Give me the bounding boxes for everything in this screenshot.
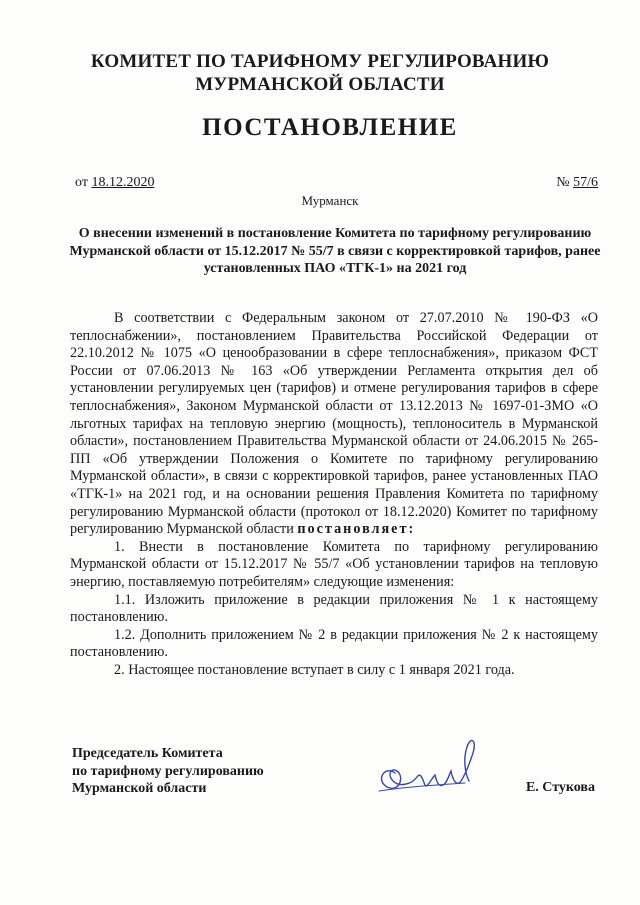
signatory-name: Е. Стукова [525,780,595,795]
document-date [75,175,154,191]
signatory-position-line1: Председатель Комитета [72,746,223,761]
document-subject: О внесении изменений в постановление Комитета по тарифному регулированию Мурманской области от 15.12.2017 № 55/7 в связи с корректировкой тарифов, ранее установленных ПАО «ТГК-1» на 2021 год [69,226,601,276]
document-number [556,175,598,191]
item-1-1: 1.1. Изложить приложение в редакции приложения № 1 к настоящему постановлению. [70,591,598,626]
preamble-text: В соответствии с Федеральным законом от 27.07.2010 № 190-ФЗ «О теплоснабжении», постановлением Правительства Российской Федерации от 22.10.2012 № 1075 «О ценообразовании в сфере теплоснабжения», приказом ФСТ России от 07.06.2013 № 163 «Об утверждении Регламента открытия дел об установлении регулируемых цен (тарифов) и отмене регулирования тарифов в сфере теплоснабжения», Законом Мурманской области от 13.12.2013 № 1697-01-ЗМО «О льготных тарифах на тепловую энергию (мощность), теплоноситель в Мурманской области», постановлением Правительства Мурманской области от 24.06.2015 № 265-ПП «Об утверждении Положения о Комитете по тарифному регулированию Мурманской области», в связи с корректировкой тарифов, ранее установленных ПАО «ТГК-1» на 2021 год, и на основании решения Правления Комитета по тарифному регулированию Мурманской области (протокол от 18.12.2020) Комитет по тарифному регулированию Мурманской области [70,310,598,538]
document-body [70,310,598,679]
document-type-title: ПОСТАНОВЛЕНИЕ [202,114,458,141]
item-1: 1. Внести в постановление Комитета по тарифному регулированию Мурманской области от 15.12.2017 № 55/7 «Об установлении тарифов на тепловую энергию, поставляемую потребителям» следующие изменения: [70,538,598,590]
signatory-position-line3: Мурманской области [72,781,207,796]
number-prefix: № [556,175,574,190]
date-prefix: от [75,175,92,190]
preamble-paragraph [70,310,598,539]
signatory-position [72,745,264,798]
number-value: 57/6 [573,175,598,190]
date-value: 18.12.2020 [91,175,155,190]
decree-word: постановляет: [297,521,416,538]
item-2: 2. Настоящее постановление вступает в силу с 1 января 2021 года. [114,661,515,678]
organization-name-line1: КОМИТЕТ ПО ТАРИФНОМУ РЕГУЛИРОВАНИЮ [90,51,550,72]
document-city: Мурманск [301,193,359,208]
item-1-2: 1.2. Дополнить приложением № 2 в редакции приложения № 2 к настоящему постановлению. [70,626,598,661]
signatory-position-line2: по тарифному регулированию [72,763,264,779]
organization-name-line2: МУРМАНСКОЙ ОБЛАСТИ [195,74,445,95]
handwritten-signature [365,725,495,815]
